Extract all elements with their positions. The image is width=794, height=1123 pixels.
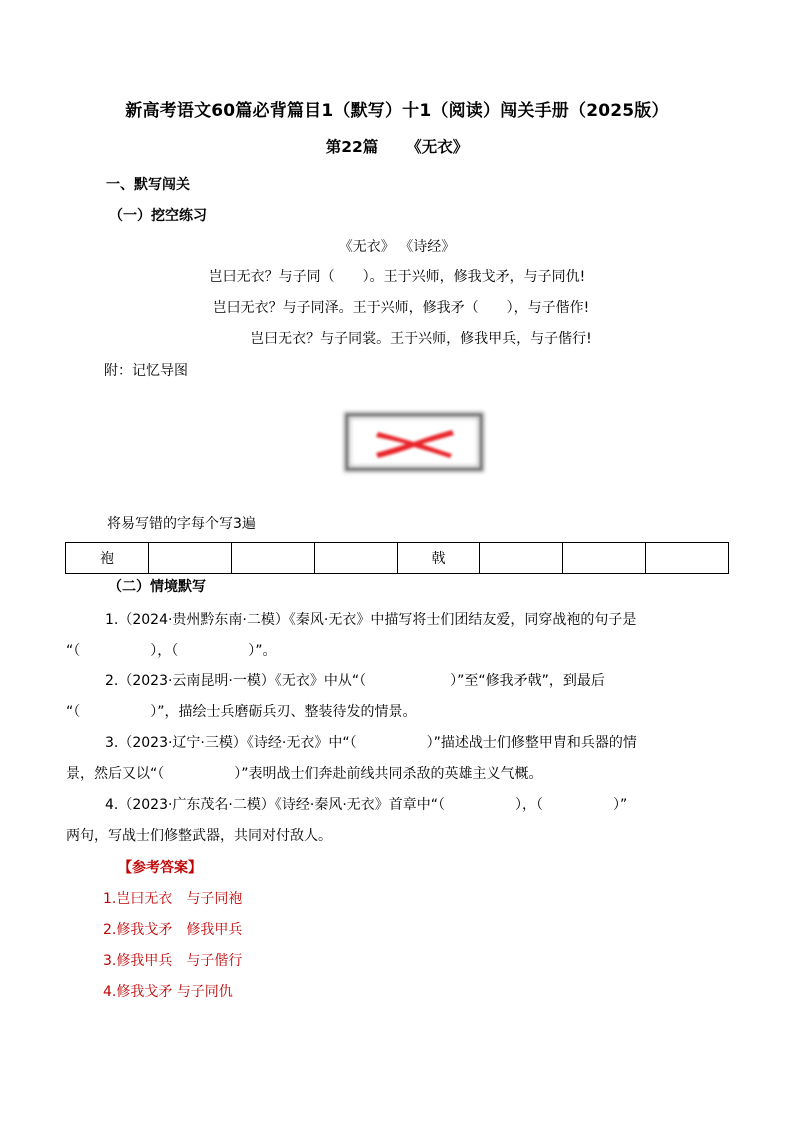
poem-line-1: 岂曰无衣？与子同（ ）。王于兴师，修我戈矛，与子同仇! [208, 269, 586, 285]
appendix-label: 附：记忆导图 [104, 363, 188, 379]
question-4-line-1: 4.（2023·广东茂名·二模）《诗经·秦风·无衣》首章中“（ ），（ ）” [105, 797, 628, 813]
broken-image-icon [346, 414, 482, 470]
answer-item-4: 4.修我戈矛 与子同仇 [103, 984, 233, 1000]
practice-cell [231, 543, 314, 574]
practice-note: 将易写错的字每个写3遍 [107, 516, 256, 532]
practice-cell [646, 543, 729, 574]
question-1-line-2: “（ ），（ ）”。 [66, 643, 277, 659]
subsection-heading-fill-blank: （一）挖空练习 [109, 208, 207, 224]
practice-cell [314, 543, 397, 574]
table-row [66, 543, 729, 574]
piece-title: 《无衣》 [406, 138, 469, 156]
question-2-line-1: 2.（2023·云南昆明·一模）《无衣》中从“（ ）”至“修我矛戟”，到最后 [105, 673, 605, 689]
question-4-line-2: 两句，写战士们修整武器，共同对付敌人。 [66, 828, 332, 844]
section-heading-dictation: 一、默写闯关 [106, 177, 190, 193]
subsection-heading-context: （二）情境默写 [108, 579, 206, 595]
poem-line-3: 岂曰无衣？与子同裳。王于兴师，修我甲兵，与子偕行! [250, 331, 592, 347]
answer-item-3: 3.修我甲兵 与子偕行 [103, 953, 243, 969]
practice-cell [563, 543, 646, 574]
question-3-line-1: 3.（2023·辽宁·三模）《诗经·无衣》中“（ ）”描述战士们修整甲胄和兵器的情 [105, 735, 637, 751]
question-3-line-2: 景，然后又以“（ ）”表明战士们奔赴前线共同杀敌的英雄主义气概。 [66, 766, 543, 782]
practice-cell [480, 543, 563, 574]
question-2-line-2: “（ ）”，描绘士兵磨砺兵刃、整装待发的情景。 [66, 704, 417, 720]
answer-item-1: 1.岂曰无衣 与子同袍 [103, 891, 243, 907]
poem-line-2: 岂曰无衣？与子同泽。王于兴师，修我矛（ ），与子偕作! [212, 300, 590, 316]
question-1-line-1: 1.（2024·贵州黔东南·二模）《秦风·无衣》中描写将士们团结友爱，同穿战袍的句子是 [105, 612, 637, 628]
practice-grid [65, 542, 729, 574]
answer-heading: 【参考答案】 [118, 860, 202, 876]
practice-cell: 戟 [397, 543, 480, 574]
piece-heading [0, 135, 794, 157]
practice-cell [148, 543, 231, 574]
document-title: 新高考语文60篇必背篇目1（默写）十1（阅读）闯关手册（2025版） [125, 101, 669, 121]
answer-item-2: 2.修我戈矛 修我甲兵 [103, 922, 243, 938]
piece-number: 第22篇 [325, 138, 379, 156]
poem-title: 《无衣》 《诗经》 [338, 239, 456, 255]
practice-cell: 袍 [66, 543, 149, 574]
